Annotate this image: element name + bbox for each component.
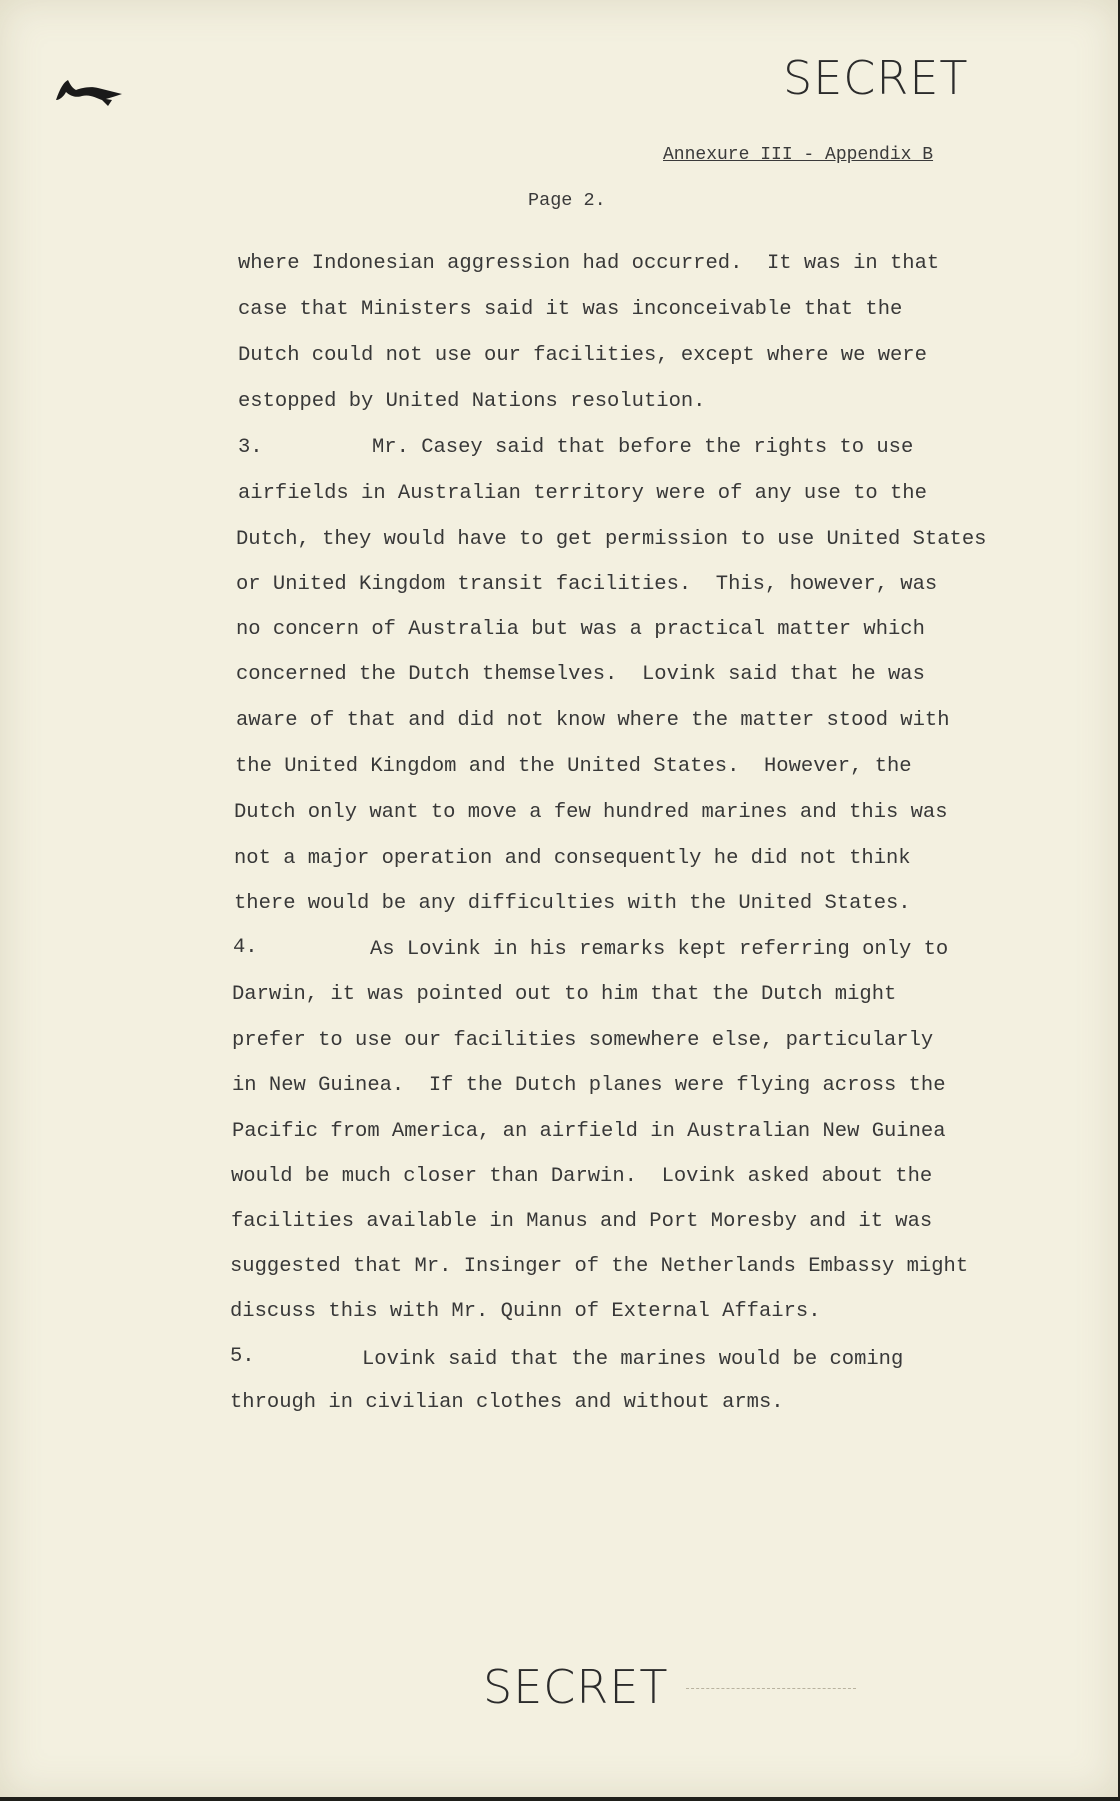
text-line: estopped by United Nations resolution.: [238, 390, 706, 413]
text-line: the United Kingdom and the United States. However, the: [235, 755, 912, 778]
text-line: airfields in Australian territory were of any use to the: [238, 482, 927, 505]
text-line: case that Ministers said it was inconceivable that the: [238, 298, 903, 321]
handwritten-mark: [52, 74, 128, 106]
text-line: Dutch only want to move a few hundred marines and this was: [234, 801, 948, 824]
text-line: Darwin, it was pointed out to him that the Dutch might: [232, 983, 897, 1006]
text-line: concerned the Dutch themselves. Lovink said that he was: [236, 663, 925, 686]
page-number: Page 2.: [528, 190, 606, 211]
text-line: or United Kingdom transit facilities. This, however, was: [236, 573, 938, 596]
text-line: facilities available in Manus and Port Moresby and it was: [231, 1210, 933, 1233]
faint-rule: [686, 1688, 856, 1690]
text-line: Pacific from America, an airfield in Australian New Guinea: [232, 1120, 946, 1143]
text-line: no concern of Australia but was a practical matter which: [236, 618, 925, 641]
classification-marking-top: SECRET: [783, 51, 969, 105]
text-line: there would be any difficulties with the United States.: [234, 892, 911, 915]
text-line: in New Guinea. If the Dutch planes were flying across the: [232, 1074, 946, 1097]
paragraph-number: 3.: [238, 436, 263, 459]
classification-marking-bottom: SECRET: [483, 1660, 669, 1714]
paragraph-number: 5.: [230, 1345, 255, 1368]
text-line: where Indonesian aggression had occurred. It was in that: [238, 252, 940, 275]
text-line: prefer to use our facilities somewhere else, particularly: [232, 1029, 934, 1052]
text-line: As Lovink in his remarks kept referring only to: [370, 938, 949, 961]
document-reference: Annexure III - Appendix B: [663, 145, 934, 165]
text-line: discuss this with Mr. Quinn of External Affairs.: [230, 1300, 821, 1323]
text-line: suggested that Mr. Insinger of the Netherlands Embassy might: [230, 1255, 969, 1278]
paragraph-number: 4.: [233, 936, 258, 959]
text-line: Mr. Casey said that before the rights to use: [372, 436, 914, 459]
text-line: Lovink said that the marines would be coming: [362, 1348, 904, 1371]
text-line: Dutch, they would have to get permission to use United States: [236, 528, 987, 551]
scan-edge-bottom: [0, 1797, 1120, 1801]
text-line: aware of that and did not know where the matter stood with: [236, 709, 950, 732]
text-line: through in civilian clothes and without arms.: [230, 1391, 784, 1414]
text-line: would be much closer than Darwin. Lovink asked about the: [231, 1165, 933, 1188]
text-line: Dutch could not use our facilities, except where we were: [238, 344, 927, 367]
text-line: not a major operation and consequently he did not think: [234, 847, 911, 870]
